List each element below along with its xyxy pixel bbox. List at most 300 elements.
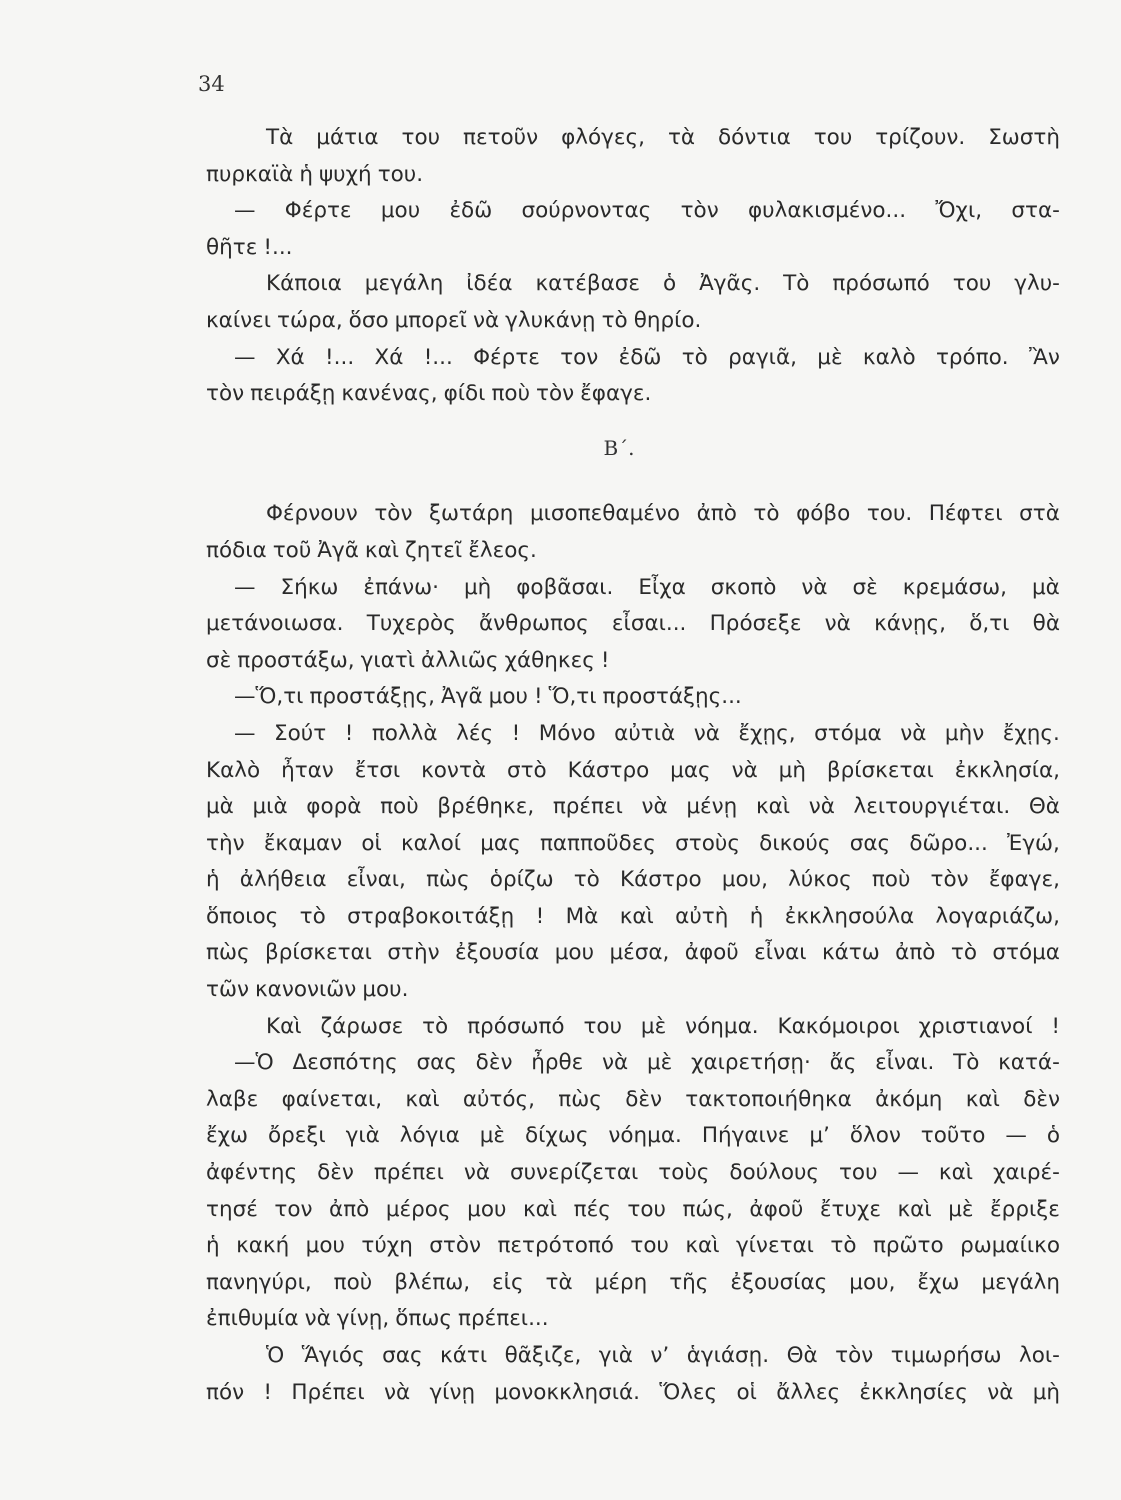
word: προστάξω,: [237, 647, 355, 673]
word: Πρόσεξε: [709, 611, 802, 637]
word: πὼς: [558, 1086, 602, 1112]
text-line: [206, 1338, 1060, 1375]
word: πρόσωπό: [832, 271, 930, 297]
word: μονοκκλησιά.: [494, 1379, 641, 1405]
word: νὰ: [383, 1379, 411, 1405]
word: τὸ: [681, 344, 708, 370]
word: Πέφτει: [928, 501, 1003, 527]
word: τὸ: [753, 501, 780, 527]
word: ἀλήθεια: [239, 867, 327, 893]
word: πολλὰ: [371, 720, 438, 746]
word: μὰ: [206, 794, 234, 820]
word: του.: [866, 501, 913, 527]
word: Σωστὴ: [988, 125, 1060, 150]
word: φοβᾶσαι.: [516, 574, 614, 600]
word: μ’: [809, 1123, 830, 1149]
word: ἐδῶ: [449, 198, 493, 224]
word: ἔχω: [206, 1123, 249, 1149]
word: στόμα: [814, 720, 882, 746]
word: νὰ: [463, 1160, 491, 1186]
word: Ἐγώ,: [1007, 830, 1060, 856]
word: ἔφαγε,: [988, 867, 1060, 893]
word: πρέπει...: [458, 1306, 549, 1332]
word: τὸν: [206, 381, 245, 407]
word: νὰ: [900, 720, 927, 746]
word: !: [600, 647, 610, 673]
word: θᾶξιζε,: [504, 1343, 582, 1368]
word: καὶ: [755, 794, 791, 820]
word: τακτοποιήθηκα: [685, 1086, 852, 1112]
word: Κακόμοιροι: [777, 1013, 900, 1039]
word: τὸ: [830, 1233, 857, 1259]
word: Δεσπότης: [292, 1050, 398, 1076]
word: μιὰ: [252, 794, 288, 820]
word: τὸν: [536, 381, 575, 407]
word: σας: [416, 1050, 457, 1076]
word: φαίνεται,: [281, 1086, 383, 1112]
word: εἶναι.: [875, 1050, 935, 1076]
word: ἐκκλησίες: [859, 1379, 968, 1405]
word: μεγάλη: [364, 271, 444, 297]
word: —: [234, 344, 256, 370]
word: τῶν: [206, 977, 249, 1003]
word: ψυχή: [319, 161, 372, 187]
word: φίδι: [443, 381, 486, 407]
word: ἔλεος.: [468, 537, 537, 563]
word: τὰ: [545, 1269, 573, 1295]
word: μὴν: [944, 720, 985, 746]
word: Σήκω: [280, 574, 339, 600]
word: του: [630, 1233, 669, 1259]
word: ὅλον: [849, 1123, 901, 1149]
word: δόντια: [718, 125, 791, 150]
text-line: [206, 789, 1060, 826]
word: στὸν: [429, 1233, 481, 1259]
word: κανένας,: [341, 381, 438, 407]
word: γιὰ: [345, 1123, 380, 1149]
paragraph-group-2: [206, 496, 1060, 1411]
word: Θὰ: [786, 1343, 818, 1368]
word: στόμα: [992, 940, 1060, 966]
word: πόδια: [206, 537, 267, 563]
word: πὼς: [206, 940, 250, 966]
word: ὄρεξι: [267, 1123, 326, 1149]
word: Ὁ: [266, 1343, 285, 1368]
word: τῆς: [669, 1269, 709, 1295]
word: Ἀγᾶς.: [699, 271, 761, 297]
paragraph-group-1: [206, 120, 1060, 413]
word: !: [533, 684, 543, 710]
word: Φέρτε: [473, 344, 540, 370]
word: εἶναι: [754, 940, 807, 966]
word: νὰ: [472, 307, 500, 333]
word: καλοί: [401, 830, 462, 856]
word: πετρότοπό: [497, 1233, 614, 1259]
word: λειτουργιέται.: [853, 794, 1011, 820]
word: κακή: [236, 1233, 290, 1259]
word: στὴν: [387, 940, 440, 966]
word: ἄς: [829, 1050, 857, 1076]
word: λοι-: [1018, 1343, 1060, 1368]
word: Ὅ,τι: [548, 684, 597, 710]
word: του: [813, 125, 853, 150]
word: δὲν: [625, 1086, 662, 1112]
word: πετοῦν: [463, 125, 539, 150]
word: προστάξῃς...: [602, 684, 742, 710]
word: ρωμαίικο: [960, 1233, 1060, 1259]
word: μὲ: [646, 1050, 673, 1076]
word: κοντὰ: [421, 757, 487, 783]
word: καὶ: [897, 1196, 932, 1222]
word: γίνῃ,: [336, 1306, 390, 1332]
text-line: [206, 1265, 1060, 1302]
word: λογαριάζω,: [935, 903, 1060, 929]
word: ὅ,τι: [969, 611, 1010, 637]
text-line: [206, 1155, 1060, 1192]
text-line: [206, 862, 1060, 899]
word: τὴν: [206, 830, 245, 856]
word: ἔχω: [917, 1269, 960, 1295]
text-line: [206, 1228, 1060, 1265]
text-line: [206, 340, 1060, 377]
text-line: [206, 570, 1060, 607]
word: εἰς: [492, 1269, 524, 1295]
word: !: [535, 903, 545, 929]
word: πρῶτο: [872, 1233, 944, 1259]
word: —: [234, 720, 256, 746]
word: νόημα.: [685, 1013, 759, 1039]
word: ἐπάνω·: [363, 574, 439, 600]
word: μέρος: [385, 1196, 451, 1222]
word: κρεμάσω,: [902, 574, 1008, 600]
word: χαιρετήσῃ·: [691, 1050, 811, 1076]
word: γιατὶ: [360, 647, 415, 673]
word: μὲ: [640, 1013, 667, 1039]
word: κανονιῶν: [254, 977, 357, 1003]
word: !: [511, 720, 521, 746]
word: τοὺς: [658, 1160, 710, 1186]
word: νὰ: [641, 794, 668, 820]
word: Καὶ: [266, 1013, 302, 1039]
word: τὸν: [930, 867, 969, 893]
word: πρέπει: [552, 794, 623, 820]
word: καὶ: [405, 1086, 440, 1112]
word: Ἀγᾶ: [441, 684, 483, 710]
word: πυρκαϊὰ: [206, 161, 294, 187]
word: πρόσωπό: [467, 1013, 565, 1039]
word: τιμωρήσω: [890, 1343, 1002, 1368]
word: κατέβασε: [535, 271, 641, 297]
word: ξωτάρη: [429, 501, 514, 527]
word: τον: [274, 1196, 313, 1222]
word: !...: [325, 344, 355, 370]
word: πόν: [206, 1379, 245, 1405]
word: καὶ: [522, 1196, 558, 1222]
word: μου: [305, 1233, 345, 1259]
word: Ἂν: [1028, 344, 1060, 370]
word: γίνεται: [735, 1233, 814, 1259]
text-line: [206, 972, 1060, 1009]
word: θηρίο.: [633, 307, 702, 333]
word: αὐτὴ: [675, 903, 729, 929]
word: Χά: [374, 344, 404, 370]
word: ἀλλιῶς: [421, 647, 499, 673]
word: ἄλλες: [776, 1379, 841, 1405]
word: ἔχῃς.: [1002, 720, 1060, 746]
word: φόβο: [796, 501, 851, 527]
word: του: [583, 1013, 623, 1039]
word: —: [234, 198, 256, 224]
word: ἔκαμαν: [263, 830, 343, 856]
text-line: [206, 1082, 1060, 1119]
word: ἡ: [299, 161, 313, 187]
word: ζάρωσε: [320, 1013, 404, 1039]
word: ὅπως: [395, 1306, 453, 1332]
word: χάθηκες: [504, 647, 595, 673]
word: λαβε: [206, 1086, 259, 1112]
word: μετάνοιωσα.: [206, 611, 344, 637]
word: μὴ: [778, 757, 806, 783]
text-line: [206, 533, 1060, 570]
word: —: [1005, 1123, 1027, 1149]
body-text: [206, 120, 1060, 1411]
word: σὲ: [852, 574, 878, 600]
word: μὰ: [1032, 574, 1060, 600]
text-line: [206, 1375, 1060, 1412]
word: ἀπὸ: [895, 940, 936, 966]
word: τὰ: [667, 125, 696, 150]
word: μας: [670, 757, 711, 783]
word: μέσα,: [609, 940, 670, 966]
word: ἀφοῦ: [684, 940, 739, 966]
word: ὅποιος: [206, 903, 279, 929]
word: φυλακισμένο...: [748, 198, 907, 224]
word: τὸν: [835, 1343, 874, 1368]
word: ν’: [650, 1343, 670, 1368]
word: Εἶχα: [638, 574, 686, 600]
word: γιὰ: [598, 1343, 633, 1368]
word: μὲ: [479, 1123, 506, 1149]
word: τὸν: [680, 198, 719, 224]
word: ἀφοῦ: [749, 1196, 804, 1222]
word: τὸ: [573, 867, 600, 893]
page-number: 34: [198, 72, 225, 96]
word: τὸ: [422, 1013, 449, 1039]
word: παπποῦδες: [539, 830, 656, 856]
word: σὲ: [206, 647, 232, 673]
word: μου: [380, 198, 421, 224]
word: κατά-: [998, 1050, 1060, 1076]
word: ἡ: [749, 903, 764, 929]
word: μου: [467, 1196, 507, 1222]
word: ὅσο: [348, 307, 389, 333]
text-line: [206, 157, 1060, 194]
word: ἔτυχε: [819, 1196, 881, 1222]
word: του: [627, 1196, 666, 1222]
word: καὶ: [364, 537, 400, 563]
word: στὸ: [506, 757, 547, 783]
text-line: [206, 1045, 1060, 1082]
word: τοῦ: [272, 537, 312, 563]
word: βρίσκεται: [826, 757, 934, 783]
text-line: [206, 1301, 1060, 1338]
word: δίχως: [524, 1123, 589, 1149]
word: νὰ: [602, 1050, 629, 1076]
word: πὼς: [426, 867, 470, 893]
word: !: [1051, 1013, 1060, 1039]
word: στὰ: [1019, 501, 1060, 527]
word: ποὺ: [491, 381, 531, 407]
word: τὸ: [601, 307, 628, 333]
word: πειράξῃ: [250, 381, 336, 407]
word: οἱ: [361, 830, 382, 856]
text-line: [206, 376, 1060, 413]
word: μὴ: [1032, 1379, 1060, 1405]
text-line: [206, 606, 1060, 643]
word: μεγάλη: [981, 1269, 1060, 1295]
word: !: [263, 1379, 273, 1405]
text-line: [206, 753, 1060, 790]
word: καὶ: [965, 1086, 1000, 1112]
word: Καλὸ: [206, 757, 261, 783]
word: Μόνο: [538, 720, 596, 746]
word: δὲν: [317, 1160, 354, 1186]
word: νὰ: [801, 574, 828, 600]
word: τὸ: [299, 903, 326, 929]
word: θὰ: [1032, 611, 1060, 637]
word: λές: [456, 720, 494, 746]
word: τρίζουν.: [875, 125, 966, 150]
word: —: [897, 1160, 919, 1186]
word: τώρα,: [277, 307, 343, 333]
word: ἀκόμη: [875, 1086, 943, 1112]
word: ἀπὸ: [696, 501, 737, 527]
word: ἐξουσίας: [730, 1269, 828, 1295]
section-heading-label: Β΄.: [603, 435, 635, 460]
word: τρόπο.: [935, 344, 1009, 370]
word: προστάξῃς,: [309, 684, 435, 710]
word: λόγια: [399, 1123, 460, 1149]
word: βρίσκεται: [265, 940, 372, 966]
word: τὸ: [950, 940, 977, 966]
word: ἀφέντης: [206, 1160, 298, 1186]
word: δούλους: [729, 1160, 820, 1186]
word: φορὰ: [306, 794, 362, 820]
word: τησέ: [206, 1196, 258, 1222]
word: μας: [480, 830, 521, 856]
text-line: [206, 643, 1060, 680]
word: εἶσαι...: [611, 611, 687, 637]
word: ἐξουσία: [455, 940, 540, 966]
word: καὶ: [938, 1160, 974, 1186]
text-line: [206, 496, 1060, 533]
word: του.: [377, 161, 424, 187]
word: μισοπεθαμένο: [529, 501, 681, 527]
word: κάνῃς,: [874, 611, 947, 637]
word: καλὸ: [862, 344, 916, 370]
word: ἔχῃς,: [738, 720, 796, 746]
word: φλόγες,: [561, 125, 645, 150]
text-line: [206, 193, 1060, 230]
text-line: [206, 826, 1060, 863]
word: ἁγιάσῃ.: [686, 1343, 770, 1368]
word: Ὄχι,: [935, 198, 983, 224]
word: σας: [382, 1343, 423, 1368]
word: Σούτ: [274, 720, 327, 746]
word: Φέρτε: [284, 198, 352, 224]
word: ἐδῶ: [618, 344, 662, 370]
word: ἦταν: [281, 757, 334, 783]
word: ζητεῖ: [405, 537, 463, 563]
word: μου.: [362, 977, 409, 1003]
word: ὁ: [1046, 1123, 1060, 1149]
word: ἔφαγε.: [580, 381, 652, 407]
word: βλέπω,: [394, 1269, 471, 1295]
word: ἐκκλησία,: [954, 757, 1060, 783]
word: !: [344, 720, 354, 746]
word: τὸν: [374, 501, 413, 527]
word: Χά: [275, 344, 305, 370]
word: συνερίζεται: [509, 1160, 639, 1186]
word: τοῦτο: [920, 1123, 986, 1149]
word: —: [234, 574, 256, 600]
word: Ἅγιός: [301, 1343, 365, 1368]
text-line: [206, 1009, 1060, 1046]
word: ἦρθε: [531, 1050, 584, 1076]
word: ὁρίζω: [489, 867, 554, 893]
text-line: [206, 679, 1060, 716]
word: ἐπιθυμία: [206, 1306, 299, 1332]
word: σούρνοντας: [521, 198, 652, 224]
word: Ὅλες: [659, 1379, 718, 1405]
word: πρέπει: [373, 1160, 444, 1186]
word: μπορεῖ: [394, 307, 467, 333]
word: ἐκκλησούλα: [784, 903, 915, 929]
word: πανηγύρι,: [206, 1269, 312, 1295]
word: οἱ: [736, 1379, 757, 1405]
word: του: [952, 271, 992, 297]
word: γίνῃ: [429, 1379, 476, 1405]
word: γλυ-: [1014, 271, 1060, 297]
word: πώς,: [682, 1196, 733, 1222]
word: μου,: [721, 867, 768, 893]
word: θῆτε: [206, 234, 258, 260]
word: τύχη: [361, 1233, 413, 1259]
word: εἶναι,: [346, 867, 406, 893]
word: νόημα.: [608, 1123, 682, 1149]
word: κάτω: [821, 940, 880, 966]
word: μου: [488, 684, 528, 710]
word: νὰ: [987, 1379, 1014, 1405]
word: μένῃ: [686, 794, 738, 820]
word: μέρη: [594, 1269, 648, 1295]
word: ποὺ: [871, 867, 911, 893]
text-line: [206, 266, 1060, 303]
word: ἔτσι: [354, 757, 401, 783]
word: στα-: [1011, 198, 1060, 224]
word: μὲ: [817, 344, 843, 370]
word: κάτι: [440, 1343, 488, 1368]
word: ὁ: [662, 271, 677, 297]
word: δὲν: [1023, 1086, 1060, 1112]
word: μάτια: [316, 125, 379, 150]
word: γλυκάνῃ: [505, 307, 596, 333]
word: πές: [573, 1196, 611, 1222]
word: Θὰ: [1028, 794, 1060, 820]
word: Ἀγᾶ: [317, 537, 359, 563]
word: τον: [560, 344, 599, 370]
word: αὐτιὰ: [614, 720, 676, 746]
